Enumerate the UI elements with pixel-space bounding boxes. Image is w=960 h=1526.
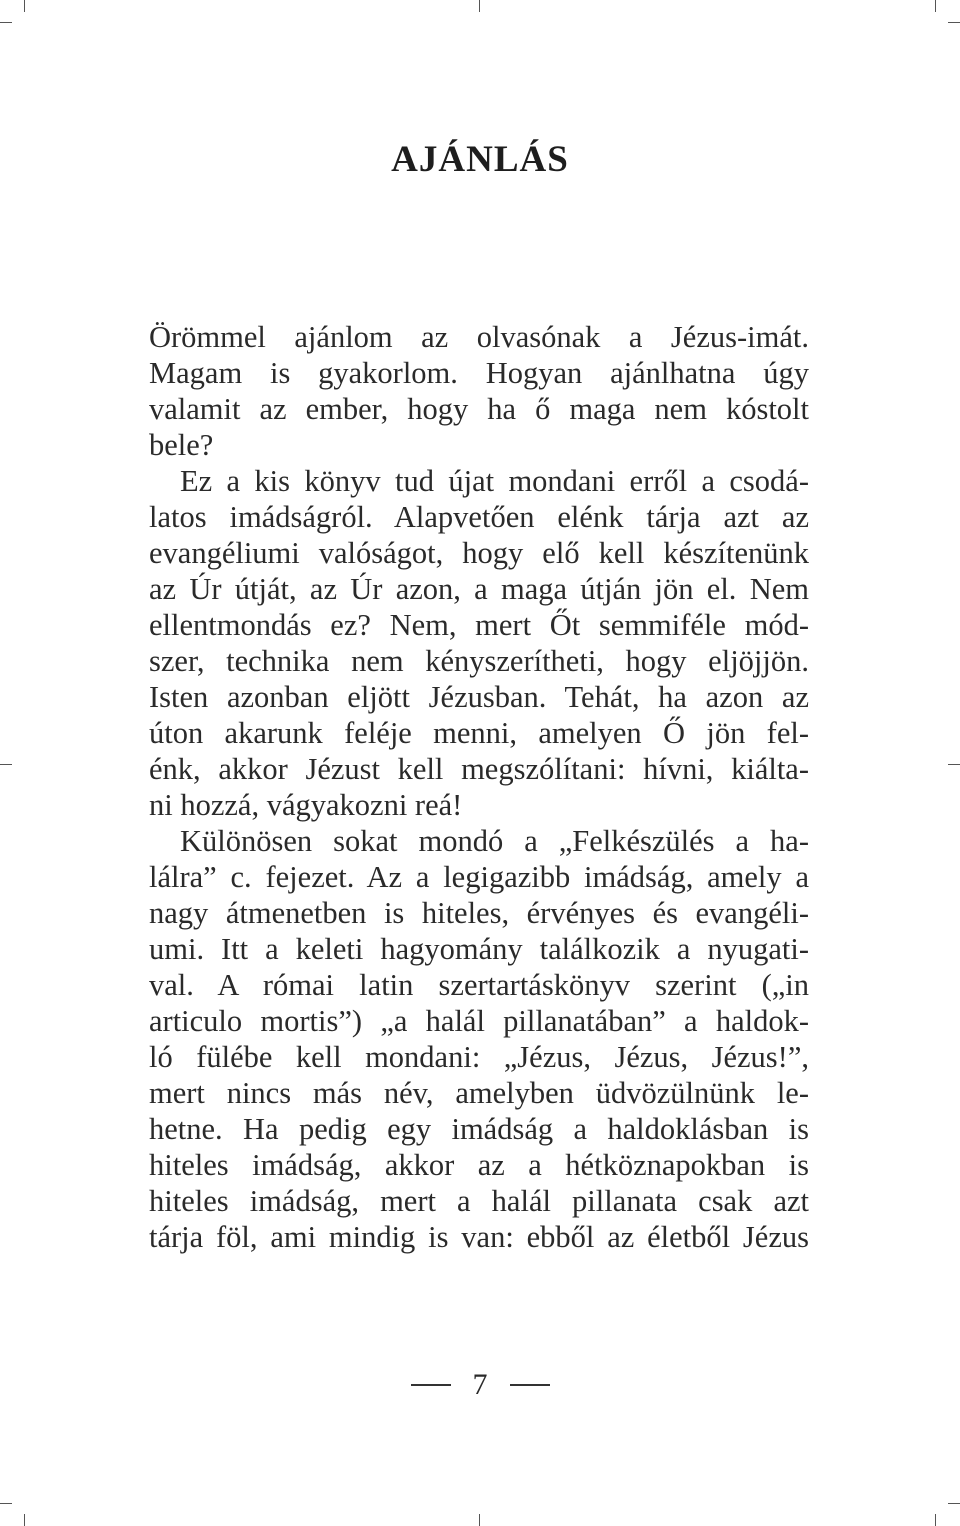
text-line: hetne. Ha pedig egy imádság a haldoklásban is [149,1112,809,1146]
text-line: úton akarunk feléje menni, amelyen Ő jön fel- [149,716,809,750]
crop-mark [479,1514,480,1526]
crop-mark [0,1503,12,1504]
crop-mark [935,0,936,12]
footer-rule-right [510,1384,550,1386]
text-line: valamit az ember, hogy ha ő maga nem kóstolt [149,392,809,426]
text-line: ló fülébe kell mondani: „Jézus, Jézus, Jézus!”, [149,1040,809,1074]
page-footer [0,1368,960,1402]
text-line: bele? [149,428,214,462]
crop-mark [24,0,25,12]
text-line: Magam is gyakorlom. Hogyan ajánlhatna úgy [149,356,809,390]
page-title: AJÁNLÁS [391,139,569,180]
footer-rule-left [411,1384,451,1386]
crop-mark [24,1514,25,1526]
text-line: val. A római latin szertartáskönyv szerint („in [149,968,809,1002]
text-line: hiteles imádság, mert a halál pillanata csak azt [149,1184,809,1218]
text-line: mert nincs más név, amelyben üdvözülnünk le- [149,1076,809,1110]
text-line: az Úr útját, az Úr azon, a maga útján jön el. Nem [149,572,809,606]
crop-mark [948,764,960,765]
crop-mark [479,0,480,12]
text-line: ni hozzá, vágyakozni reá! [149,788,463,822]
text-line: latos imádságról. Alapvetően elénk tárja azt az [149,500,809,534]
crop-mark [948,1503,960,1504]
text-line: nagy átmenetben is hiteles, érvényes és evangéli- [149,896,809,930]
crop-mark [0,764,12,765]
text-line: ellentmondás ez? Nem, mert Őt semmiféle mód- [149,608,809,642]
crop-mark [935,1514,936,1526]
text-line: tárja föl, ami mindig is van: ebből az életből Jézus [149,1220,809,1254]
text-line: énk, akkor Jézust kell megszólítani: hívni, kiálta- [149,752,809,786]
text-line: szer, technika nem kényszerítheti, hogy eljöjjön. [149,644,809,678]
crop-mark [0,22,12,23]
page-number: 7 [472,1368,488,1401]
text-line: hiteles imádság, akkor az a hétköznapokban is [149,1148,809,1182]
text-line: Ez a kis könyv tud újat mondani erről a csodá- [180,464,809,498]
crop-mark [948,22,960,23]
text-line: umi. Itt a keleti hagyomány találkozik a nyugati- [149,932,809,966]
text-line: Isten azonban eljött Jézusban. Tehát, ha azon az [149,680,809,714]
body-text [149,319,809,1255]
text-line: evangéliumi valóságot, hogy elő kell készítenünk [149,536,809,570]
text-line: Különösen sokat mondó a „Felkészülés a ha- [180,824,809,858]
text-line: Örömmel ajánlom az olvasónak a Jézus-imát. [149,320,809,354]
text-line: articulo mortis”) „a halál pillanatában” a haldok- [149,1004,809,1038]
text-line: lálra” c. fejezet. Az a legigazibb imádság, amely a [149,860,809,894]
